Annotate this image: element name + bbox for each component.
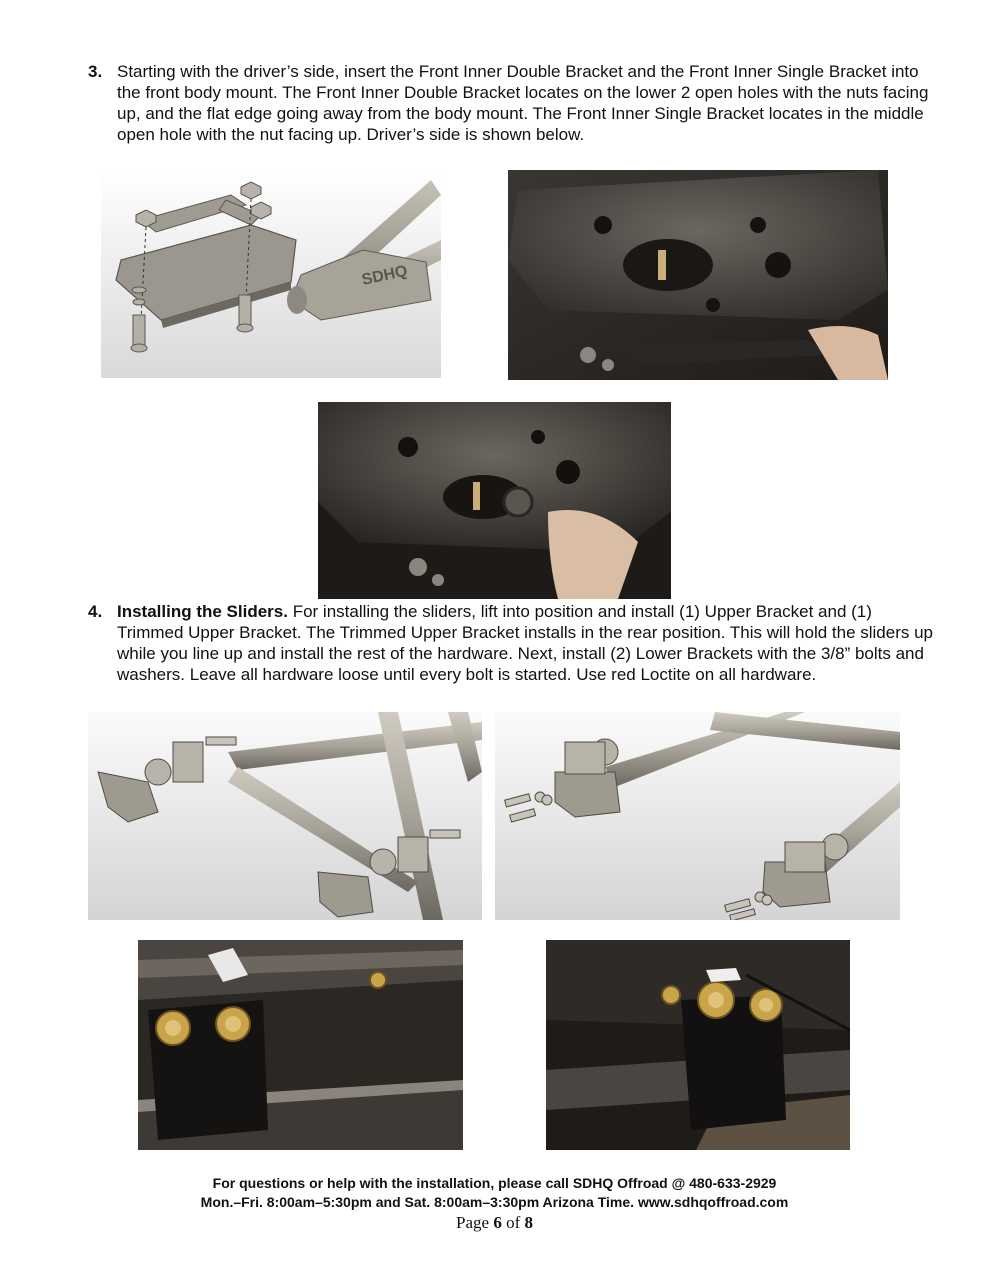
step-text [117,601,938,685]
step-number: 4. [88,602,103,621]
photo-bracket-inserted-image [508,170,888,380]
photo-installed-bolts-right-image [546,940,850,1150]
step-body: For installing the sliders, lift into position and install (1) Upper Bracket and (1) Trimmed Upper Bracket. The Trimmed Upper Bracket installs in the rear position. This will hold the sliders up while you line up and install the rest of the hardware. Next, install (2) Lower Brackets with the 3/8” bolts and washers. Leave all hardware loose until every bolt is started. Use red Loctite on all hardware. [117,602,934,684]
cad-slider-lower-brackets-image [495,712,900,920]
page-number [0,1213,989,1233]
step-4 [88,601,938,685]
step-3 [88,61,938,145]
cad-body-mount-bracket-image [101,170,441,378]
cad-slider-upper-brackets-image [88,712,482,920]
photo-installed-bolts-left-image [138,940,463,1150]
page-sep: of [501,1213,525,1232]
footer-contact: For questions or help with the installation, please call SDHQ Offroad @ 480-633-2929 [212,1175,777,1191]
step-text: Starting with the driver’s side, insert the Front Inner Double Bracket and the Front Inner Single Bracket into the front body mount. The Front Inner Double Bracket locates on the lower 2 open holes with the nuts facing up, and the flat edge going away from the body mount. The Front Inner Single Bracket locates in the middle open hole with the nut facing up. Driver’s side is shown below. [117,62,929,144]
page-current: 6 [493,1213,502,1232]
step-number: 3. [88,62,103,81]
footer-hours: Mon.–Fri. 8:00am–5:30pm and Sat. 8:00am–3:30pm Arizona Time. www.sdhqoffroad.com [200,1194,789,1210]
photo-single-bracket-image [318,402,671,599]
step-title: Installing the Sliders. [117,602,288,621]
page-prefix: Page [456,1213,494,1232]
sdhq-logo: SDHQ [360,262,410,289]
page-total: 8 [524,1213,533,1232]
